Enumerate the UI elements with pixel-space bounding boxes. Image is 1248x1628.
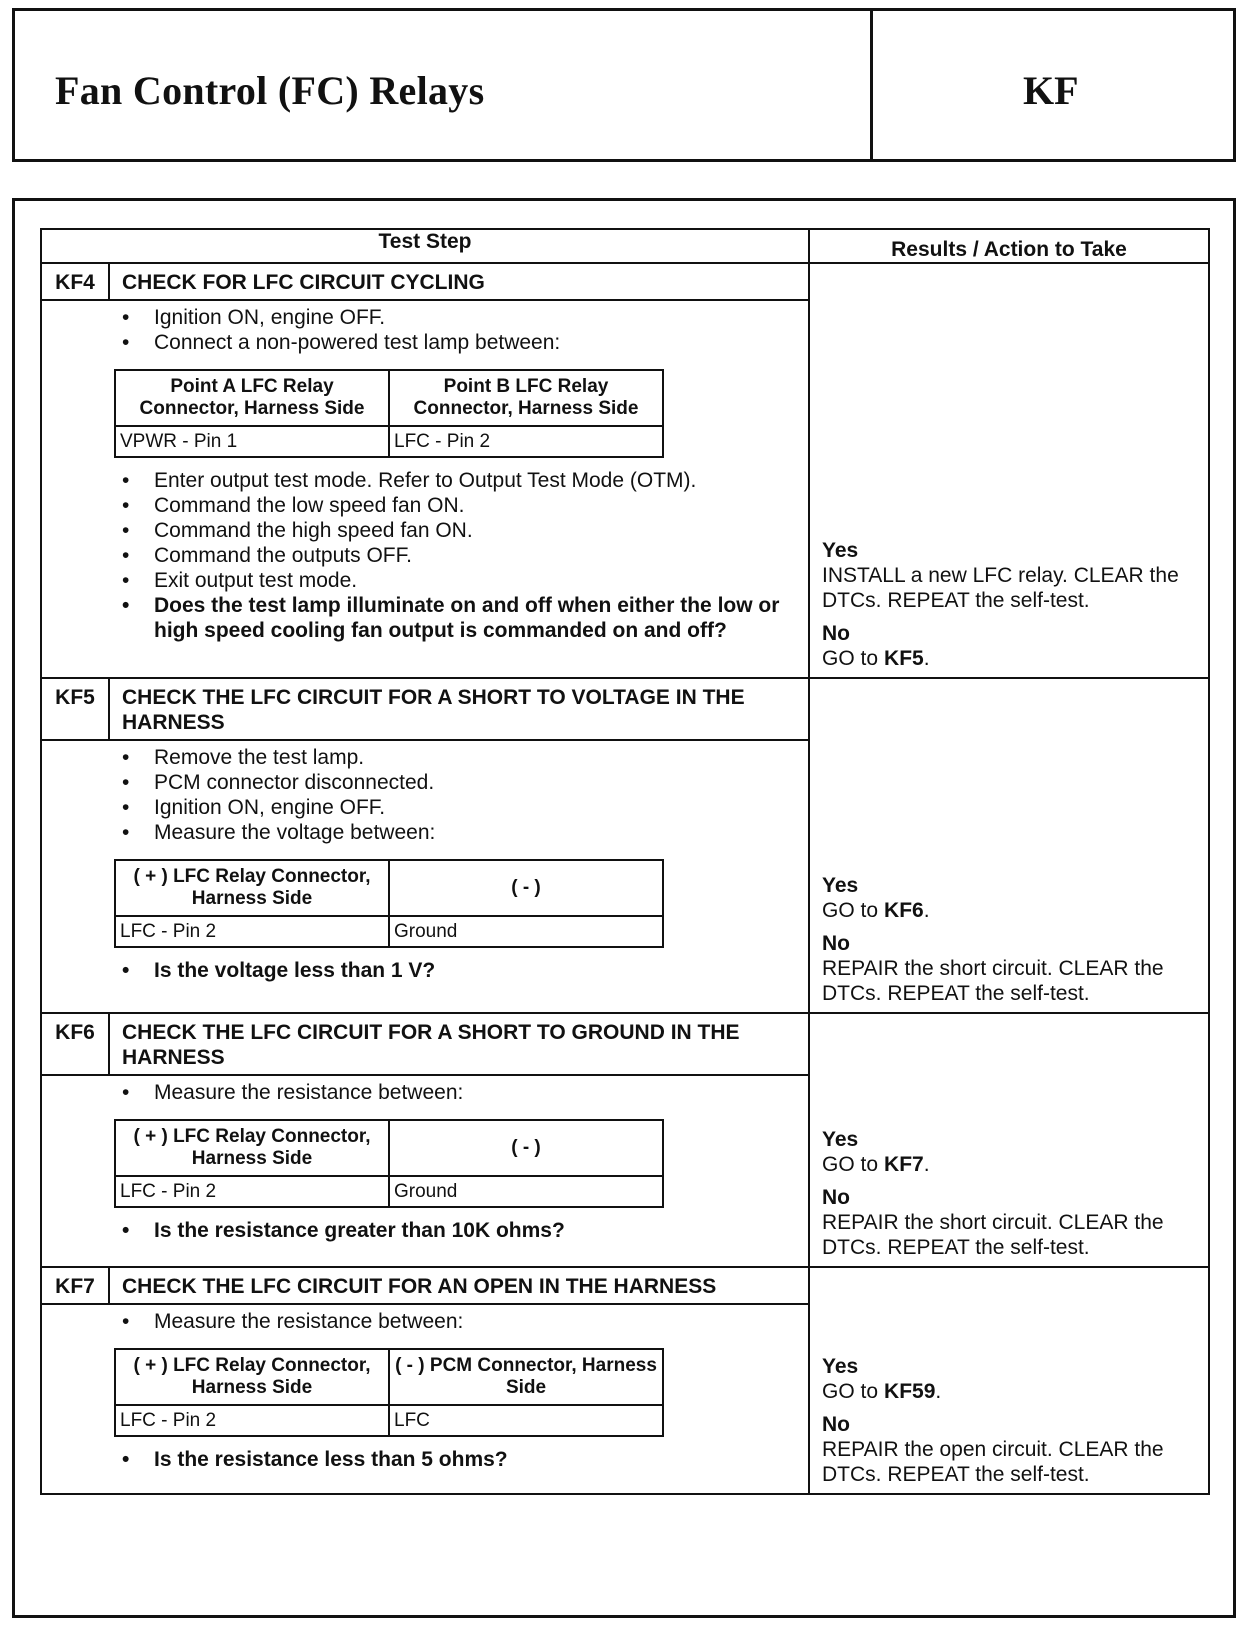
step-body (42, 1076, 808, 1249)
step-body (42, 741, 808, 989)
result-cell (809, 1013, 1209, 1267)
result-block (810, 538, 1208, 677)
bullet-item: • Connect a non-powered test lamp between: (122, 330, 808, 355)
result-block (810, 1127, 1208, 1266)
bullet-item: • Ignition ON, engine OFF. (122, 795, 808, 820)
no-action: REPAIR the open circuit. CLEAR the DTCs. REPEAT the self-test. (822, 1438, 1164, 1486)
bullet-item: • Exit output test mode. (122, 568, 808, 593)
yes-label: Yes (822, 538, 859, 562)
pin-table-cell: LFC (389, 1405, 663, 1436)
step-reference: KF5 (884, 646, 924, 670)
step-reference: KF6 (884, 898, 924, 922)
step-header (42, 1268, 808, 1305)
bullet-item: • Remove the test lamp. (122, 745, 808, 770)
bullet-item: • PCM connector disconnected. (122, 770, 808, 795)
yes-action: GO to KF59. (822, 1380, 942, 1403)
pin-table-cell: LFC - Pin 2 (115, 1176, 389, 1207)
result-block (810, 873, 1208, 1012)
pin-table-header: ( - ) (389, 1120, 663, 1176)
bullet-list (122, 1309, 808, 1334)
step-header (42, 1014, 808, 1076)
pin-table-header: ( + ) LFC Relay Connector, Harness Side (115, 1349, 389, 1405)
pin-table-cell: LFC - Pin 2 (115, 1405, 389, 1436)
pin-table-header: Point A LFC Relay Connector, Harness Side (115, 370, 389, 426)
step-id: KF5 (42, 679, 110, 739)
pin-table-header: ( - ) (389, 860, 663, 916)
pin-table-header: ( + ) LFC Relay Connector, Harness Side (115, 1120, 389, 1176)
yes-label: Yes (822, 873, 859, 897)
no-label: No (822, 931, 850, 955)
bullet-list (122, 468, 808, 643)
pin-table (114, 1348, 664, 1437)
bullet-list (122, 1218, 808, 1243)
pin-table (114, 859, 664, 948)
step-title: CHECK THE LFC CIRCUIT FOR AN OPEN IN THE HARNESS (122, 1274, 717, 1298)
pin-table-cell: LFC - Pin 2 (389, 426, 663, 457)
bullet-list (122, 745, 808, 845)
yes-action: INSTALL a new LFC relay. CLEAR the DTCs. REPEAT the self-test. (822, 563, 1179, 612)
pin-table (114, 1119, 664, 1208)
page-code: KF (1023, 68, 1079, 113)
yes-label: Yes (822, 1355, 859, 1378)
bullet-item: • Ignition ON, engine OFF. (122, 305, 808, 330)
pin-table-cell: LFC - Pin 2 (115, 916, 389, 947)
step-question: • Is the resistance greater than 10K ohms? (122, 1218, 808, 1243)
step-id: KF7 (42, 1268, 110, 1303)
no-label: No (822, 1185, 850, 1209)
step-row-kf5 (41, 678, 1209, 1013)
step-header (42, 679, 808, 741)
no-label: No (822, 621, 850, 645)
result-cell (809, 678, 1209, 1013)
column-header-results: Results / Action to Take (809, 229, 1209, 263)
bullet-item: • Command the high speed fan ON. (122, 518, 808, 543)
step-cell (41, 263, 809, 678)
no-label: No (822, 1413, 850, 1436)
pin-table-cell: VPWR - Pin 1 (115, 426, 389, 457)
step-title: CHECK THE LFC CIRCUIT FOR A SHORT TO VOLTAGE IN THE HARNESS (122, 685, 745, 734)
step-body (42, 301, 808, 649)
bullet-item: • Measure the resistance between: (122, 1080, 808, 1105)
step-question: • Is the voltage less than 1 V? (122, 958, 808, 983)
result-cell (809, 1267, 1209, 1494)
bullet-item: • Command the outputs OFF. (122, 543, 808, 568)
bullet-item: • Command the low speed fan ON. (122, 493, 808, 518)
step-row-kf7 (41, 1267, 1209, 1494)
step-row-kf4 (41, 263, 1209, 678)
step-cell (41, 678, 809, 1013)
pin-table-header: ( - ) PCM Connector, Harness Side (389, 1349, 663, 1405)
step-body (42, 1305, 808, 1478)
step-row-kf6 (41, 1013, 1209, 1267)
pin-table (114, 369, 664, 458)
pin-table-cell: Ground (389, 916, 663, 947)
step-title: CHECK THE LFC CIRCUIT FOR A SHORT TO GROUND IN THE HARNESS (122, 1020, 740, 1069)
bullet-list (122, 1447, 808, 1472)
result-cell (809, 263, 1209, 678)
yes-label: Yes (822, 1127, 859, 1151)
test-step-table (40, 228, 1210, 1495)
header-box (12, 8, 1236, 162)
step-question: • Is the resistance less than 5 ohms? (122, 1447, 808, 1472)
step-reference: KF7 (884, 1152, 924, 1176)
no-action: GO to KF5. (822, 646, 930, 670)
page-title: Fan Control (FC) Relays (55, 68, 485, 113)
yes-action: GO to KF7. (822, 1152, 930, 1176)
step-id: KF4 (42, 264, 110, 299)
header-divider (870, 11, 873, 159)
step-title: CHECK FOR LFC CIRCUIT CYCLING (122, 271, 485, 294)
pin-table-header: ( + ) LFC Relay Connector, Harness Side (115, 860, 389, 916)
bullet-list (122, 1080, 808, 1105)
bullet-list (122, 958, 808, 983)
step-id: KF6 (42, 1014, 110, 1074)
bullet-item: • Enter output test mode. Refer to Output Test Mode (OTM). (122, 468, 808, 493)
step-reference: KF59 (884, 1380, 936, 1403)
bullet-item: • Measure the resistance between: (122, 1309, 808, 1334)
pin-table-cell: Ground (389, 1176, 663, 1207)
pin-table-header: Point B LFC Relay Connector, Harness Side (389, 370, 663, 426)
step-question: • Does the test lamp illuminate on and off when either the low or high speed cooling fan output is commanded on and off? (122, 593, 808, 643)
bullet-list (122, 305, 808, 355)
step-cell (41, 1267, 809, 1494)
step-header (42, 264, 808, 301)
no-action: REPAIR the short circuit. CLEAR the DTCs. REPEAT the self-test. (822, 956, 1164, 1005)
step-cell (41, 1013, 809, 1267)
column-header-test-step: Test Step (41, 229, 809, 263)
yes-action: GO to KF6. (822, 898, 930, 922)
result-block (810, 1354, 1208, 1493)
bullet-item: • Measure the voltage between: (122, 820, 808, 845)
no-action: REPAIR the short circuit. CLEAR the DTCs. REPEAT the self-test. (822, 1210, 1164, 1259)
